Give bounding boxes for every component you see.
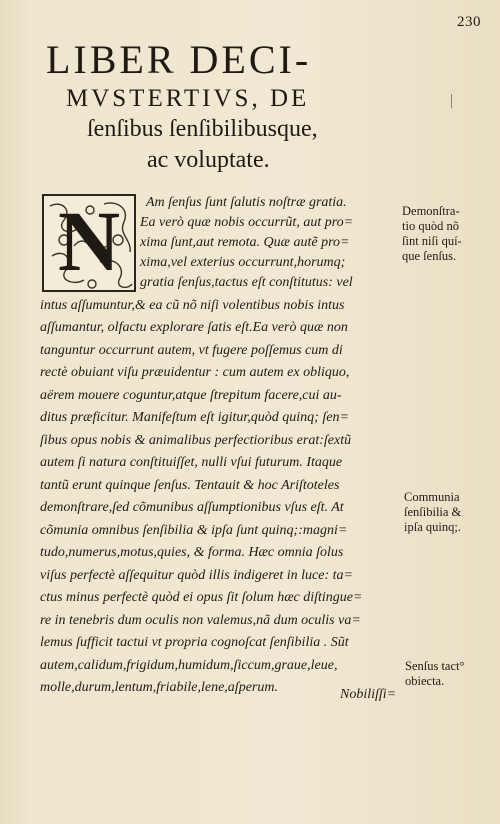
text-line: autem,calidum,frigidum,humidum,ſiccum,graue,leue,: [40, 658, 338, 673]
text-line: intus aſſumuntur,& ea cũ nõ niſi volentibus nobis intus: [40, 298, 345, 313]
text-line: tantũ erunt quinque ſenſus. Tentauit & hoc Ariſtoteles: [40, 478, 340, 493]
text-line: aſſumantur, olfactu explorare ſatis eſt.Ea verò quæ non: [40, 320, 348, 335]
margin-note-communia: [404, 490, 461, 535]
text-line: rectè obuiant viſu præuidentur : cum autem ex obliquo,: [40, 365, 350, 380]
text-line: ctus minus perfectè quòd ei opus ſit ſolum hæc diſtingue=: [40, 590, 363, 605]
initial-letter: N: [57, 194, 121, 289]
decorated-initial: [42, 194, 136, 292]
margin-note-line: ſenſibilia &: [404, 505, 462, 519]
text-line: gratia ſenſus,tactus eſt conſtitutus: vel: [140, 275, 353, 290]
text-line: autem ſi natura conſtituiſſet, nulli vſui futurum. Itaque: [40, 455, 343, 470]
text-line: aërem mouere coguntur,atque ſtrepitum facere,cui au-: [40, 388, 342, 403]
margin-note-line: ipſa quinq;.: [404, 520, 461, 534]
margin-note-line: ſint niſi quí-: [402, 234, 462, 248]
text-line: lemus ſufficit tactui vt propria cognoſcat ſenſibilia . Sũt: [40, 635, 349, 650]
heading-line-3: ſenſibus ſenſibilibusque,: [87, 116, 318, 142]
margin-note-line: tio quòd nõ: [402, 219, 459, 233]
margin-note-line: Communia: [404, 490, 460, 504]
margin-note-demonstratio: [402, 204, 462, 264]
page-number: 230: [457, 14, 481, 30]
text-line: tanguntur occurrunt autem, vt fugere poſſemus cum di: [40, 343, 343, 358]
heading-line-4: ac voluptate.: [147, 147, 270, 173]
text-line: cõmunia omnibus ſenſibilia & ipſa ſunt quinq;:magni=: [40, 523, 348, 538]
margin-note-line: obiecta.: [405, 674, 445, 688]
margin-note-line: Senſus tact°: [405, 659, 465, 673]
margin-mark: |: [450, 92, 454, 109]
text-line: molle,durum,lentum,friabile,lene,aſperum.: [40, 680, 278, 695]
text-line: xima,vel exterius occurrunt,horumq;: [140, 255, 346, 270]
heading-line-1: LIBER DECI-: [46, 37, 312, 82]
catchword: Nobiliſſi=: [340, 687, 397, 702]
margin-note-sensus-tactus: [405, 659, 465, 689]
text-line: tudo,numerus,motus,quies, & forma. Hæc omnia ſolus: [40, 545, 344, 560]
text-line: Am ſenſus ſunt ſalutis noſtræ gratia.: [146, 195, 347, 210]
heading-line-2: MVSTERTIVS, DE: [66, 85, 310, 112]
text-line: ditus præficitur. Manifeſtum eſt igitur,quòd quinq; ſen=: [40, 410, 349, 425]
text-line: demonſtrare,ſed cõmunibus aſſumptionibus vſus eſt. At: [40, 500, 344, 515]
margin-note-line: que ſenſus.: [402, 249, 457, 263]
text-line: xima ſunt,aut remota. Quæ autẽ pro=: [140, 235, 350, 250]
text-line: viſus perfectè aſſequitur quòd illis indigeret in luce: ta=: [40, 568, 353, 583]
text-line: Ea verò quæ nobis occurrũt, aut pro=: [140, 215, 354, 230]
text-line: re in tenebris dum oculis non valemus,nã dum oculis va=: [40, 613, 361, 628]
margin-note-line: Demonſtra-: [402, 204, 460, 218]
text-line: ſibus opus nobis & animalibus perfectioribus erat:ſextũ: [40, 433, 352, 448]
